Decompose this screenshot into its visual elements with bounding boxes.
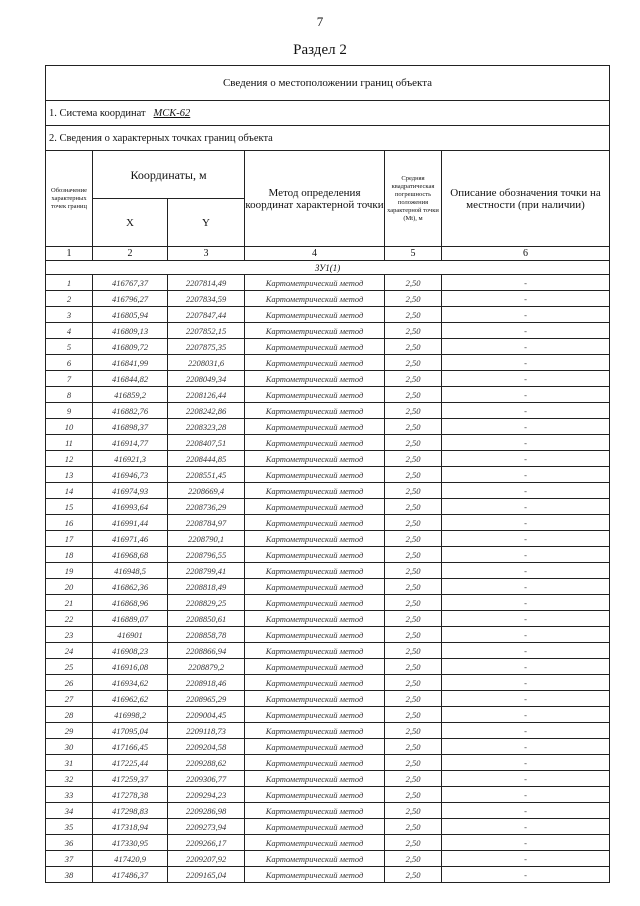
group-label: ЗУ1(1): [46, 261, 610, 275]
coord-x-cell: 416946,73: [93, 467, 168, 483]
method-cell: Картометрический метод: [245, 547, 385, 563]
coord-y-cell: 2209294,23: [168, 787, 245, 803]
coordinate-system-value: МСК-62: [153, 107, 191, 119]
accuracy-cell: 2,50: [385, 707, 442, 723]
coord-x-cell: 416914,77: [93, 435, 168, 451]
table-row: [46, 275, 610, 291]
method-cell: Картометрический метод: [245, 371, 385, 387]
header-accuracy: Средняя квадратическая погрешность положения характерной точки (Mt), м: [385, 151, 442, 247]
point-number-cell: 5: [46, 339, 93, 355]
page-number: 7: [316, 14, 324, 29]
coord-y-cell: 2208965,29: [168, 691, 245, 707]
table-row: [46, 755, 610, 771]
coord-y-cell: 2208829,25: [168, 595, 245, 611]
header-y: Y: [168, 199, 245, 247]
point-number-cell: 15: [46, 499, 93, 515]
description-cell: -: [442, 339, 610, 355]
coordinate-system-row: [46, 101, 610, 126]
accuracy-cell: 2,50: [385, 867, 442, 883]
description-cell: -: [442, 307, 610, 323]
description-cell: -: [442, 739, 610, 755]
table-row: [46, 835, 610, 851]
point-number-cell: 14: [46, 483, 93, 499]
coord-x-cell: 416998,2: [93, 707, 168, 723]
method-cell: Картометрический метод: [245, 419, 385, 435]
coord-y-cell: 2208031,6: [168, 355, 245, 371]
table-row: [46, 291, 610, 307]
accuracy-cell: 2,50: [385, 435, 442, 451]
accuracy-cell: 2,50: [385, 515, 442, 531]
description-cell: -: [442, 387, 610, 403]
coord-y-cell: 2209004,45: [168, 707, 245, 723]
point-number-cell: 26: [46, 675, 93, 691]
description-cell: -: [442, 707, 610, 723]
description-cell: -: [442, 275, 610, 291]
description-cell: -: [442, 675, 610, 691]
description-cell: -: [442, 435, 610, 451]
method-cell: Картометрический метод: [245, 531, 385, 547]
method-cell: Картометрический метод: [245, 835, 385, 851]
accuracy-cell: 2,50: [385, 307, 442, 323]
coord-y-cell: 2207847,44: [168, 307, 245, 323]
coord-y-cell: 2209207,92: [168, 851, 245, 867]
column-number: 2: [93, 247, 168, 261]
accuracy-cell: 2,50: [385, 675, 442, 691]
table-row: [46, 659, 610, 675]
coord-x-cell: 416859,2: [93, 387, 168, 403]
method-cell: Картометрический метод: [245, 499, 385, 515]
coord-y-cell: 2208242,86: [168, 403, 245, 419]
coord-x-cell: 416993,64: [93, 499, 168, 515]
coord-x-cell: 416921,3: [93, 451, 168, 467]
description-cell: -: [442, 515, 610, 531]
accuracy-cell: 2,50: [385, 659, 442, 675]
accuracy-cell: 2,50: [385, 755, 442, 771]
method-cell: Картометрический метод: [245, 723, 385, 739]
accuracy-cell: 2,50: [385, 723, 442, 739]
accuracy-cell: 2,50: [385, 643, 442, 659]
accuracy-cell: 2,50: [385, 339, 442, 355]
coord-y-cell: 2208444,85: [168, 451, 245, 467]
coord-x-cell: 416889,07: [93, 611, 168, 627]
description-cell: -: [442, 531, 610, 547]
point-number-cell: 20: [46, 579, 93, 595]
coord-x-cell: 416809,72: [93, 339, 168, 355]
point-number-cell: 18: [46, 547, 93, 563]
table-row: [46, 723, 610, 739]
description-cell: -: [442, 355, 610, 371]
coord-x-cell: 416901: [93, 627, 168, 643]
table-title: Сведения о местоположении границ объекта: [46, 66, 610, 101]
description-cell: -: [442, 659, 610, 675]
point-number-cell: 25: [46, 659, 93, 675]
coord-y-cell: 2208879,2: [168, 659, 245, 675]
accuracy-cell: 2,50: [385, 275, 442, 291]
point-number-cell: 7: [46, 371, 93, 387]
coord-y-cell: 2207852,15: [168, 323, 245, 339]
method-cell: Картометрический метод: [245, 803, 385, 819]
column-number: 3: [168, 247, 245, 261]
method-cell: Картометрический метод: [245, 595, 385, 611]
coord-x-cell: 416962,62: [93, 691, 168, 707]
method-cell: Картометрический метод: [245, 867, 385, 883]
method-cell: Картометрический метод: [245, 707, 385, 723]
description-cell: -: [442, 451, 610, 467]
description-cell: -: [442, 563, 610, 579]
accuracy-cell: 2,50: [385, 851, 442, 867]
coord-y-cell: 2208323,28: [168, 419, 245, 435]
coord-x-cell: 416971,46: [93, 531, 168, 547]
coord-x-cell: 416948,5: [93, 563, 168, 579]
description-cell: -: [442, 403, 610, 419]
coord-y-cell: 2208736,29: [168, 499, 245, 515]
table-row: [46, 483, 610, 499]
coord-x-cell: 417486,37: [93, 867, 168, 883]
description-cell: -: [442, 627, 610, 643]
description-cell: -: [442, 579, 610, 595]
table-row: [46, 451, 610, 467]
accuracy-cell: 2,50: [385, 611, 442, 627]
table-row: [46, 691, 610, 707]
accuracy-cell: 2,50: [385, 595, 442, 611]
coord-x-cell: 417278,38: [93, 787, 168, 803]
method-cell: Картометрический метод: [245, 451, 385, 467]
table-row: [46, 339, 610, 355]
point-number-cell: 16: [46, 515, 93, 531]
method-cell: Картометрический метод: [245, 643, 385, 659]
point-number-cell: 17: [46, 531, 93, 547]
table-row: [46, 499, 610, 515]
method-cell: Картометрический метод: [245, 579, 385, 595]
header-x: X: [93, 199, 168, 247]
table-row: [46, 355, 610, 371]
coord-y-cell: 2209165,04: [168, 867, 245, 883]
method-cell: Картометрический метод: [245, 563, 385, 579]
table-row: [46, 675, 610, 691]
table-row: [46, 387, 610, 403]
column-number: 1: [46, 247, 93, 261]
coord-x-cell: 416974,93: [93, 483, 168, 499]
point-number-cell: 21: [46, 595, 93, 611]
description-cell: -: [442, 643, 610, 659]
description-cell: -: [442, 691, 610, 707]
table-row: [46, 419, 610, 435]
column-number: 4: [245, 247, 385, 261]
coord-x-cell: 416968,68: [93, 547, 168, 563]
coord-y-cell: 2208407,51: [168, 435, 245, 451]
method-cell: Картометрический метод: [245, 275, 385, 291]
coord-x-cell: 416809,13: [93, 323, 168, 339]
header-method: Метод определения координат характерной точки: [245, 151, 385, 247]
description-cell: -: [442, 595, 610, 611]
accuracy-cell: 2,50: [385, 563, 442, 579]
table-row: [46, 819, 610, 835]
description-cell: -: [442, 819, 610, 835]
description-cell: -: [442, 723, 610, 739]
coord-y-cell: 2208049,34: [168, 371, 245, 387]
point-number-cell: 6: [46, 355, 93, 371]
table-row: [46, 595, 610, 611]
description-cell: -: [442, 467, 610, 483]
coord-x-cell: 417318,94: [93, 819, 168, 835]
accuracy-cell: 2,50: [385, 483, 442, 499]
coord-x-cell: 417298,83: [93, 803, 168, 819]
accuracy-cell: 2,50: [385, 531, 442, 547]
table-row: [46, 515, 610, 531]
point-number-cell: 11: [46, 435, 93, 451]
point-number-cell: 30: [46, 739, 93, 755]
coord-y-cell: 2208850,61: [168, 611, 245, 627]
method-cell: Картометрический метод: [245, 467, 385, 483]
method-cell: Картометрический метод: [245, 403, 385, 419]
point-number-cell: 29: [46, 723, 93, 739]
table-row: [46, 787, 610, 803]
point-number-cell: 9: [46, 403, 93, 419]
accuracy-cell: 2,50: [385, 371, 442, 387]
coord-x-cell: 416844,82: [93, 371, 168, 387]
point-number-cell: 10: [46, 419, 93, 435]
header-point-name: Обозначение характерных точек границ: [46, 151, 93, 247]
description-cell: -: [442, 787, 610, 803]
points-title: 2. Сведения о характерных точках границ объекта: [46, 126, 610, 151]
method-cell: Картометрический метод: [245, 739, 385, 755]
table-row: [46, 547, 610, 563]
description-cell: -: [442, 547, 610, 563]
coord-x-cell: 416934,62: [93, 675, 168, 691]
table-row: [46, 371, 610, 387]
point-number-cell: 35: [46, 819, 93, 835]
method-cell: Картометрический метод: [245, 307, 385, 323]
accuracy-cell: 2,50: [385, 739, 442, 755]
point-number-cell: 32: [46, 771, 93, 787]
table-row: [46, 579, 610, 595]
description-cell: -: [442, 835, 610, 851]
accuracy-cell: 2,50: [385, 387, 442, 403]
coord-y-cell: 2208818,49: [168, 579, 245, 595]
accuracy-cell: 2,50: [385, 771, 442, 787]
method-cell: Картометрический метод: [245, 755, 385, 771]
table-row: [46, 403, 610, 419]
coord-y-cell: 2208790,1: [168, 531, 245, 547]
description-cell: -: [442, 771, 610, 787]
description-cell: -: [442, 803, 610, 819]
coord-y-cell: 2208799,41: [168, 563, 245, 579]
coord-y-cell: 2207814,49: [168, 275, 245, 291]
method-cell: Картометрический метод: [245, 659, 385, 675]
accuracy-cell: 2,50: [385, 355, 442, 371]
coord-y-cell: 2207834,59: [168, 291, 245, 307]
method-cell: Картометрический метод: [245, 611, 385, 627]
point-number-cell: 1: [46, 275, 93, 291]
description-cell: -: [442, 867, 610, 883]
table-row: [46, 739, 610, 755]
coord-y-cell: 2209266,17: [168, 835, 245, 851]
header-coordinates: Координаты, м: [93, 151, 245, 199]
method-cell: Картометрический метод: [245, 387, 385, 403]
section-title: Раздел 2: [293, 42, 347, 58]
method-cell: Картометрический метод: [245, 627, 385, 643]
description-cell: -: [442, 755, 610, 771]
description-cell: -: [442, 851, 610, 867]
point-number-cell: 22: [46, 611, 93, 627]
description-cell: -: [442, 611, 610, 627]
point-number-cell: 19: [46, 563, 93, 579]
coord-x-cell: 417166,45: [93, 739, 168, 755]
accuracy-cell: 2,50: [385, 691, 442, 707]
boundary-table: [45, 65, 610, 883]
table-row: [46, 771, 610, 787]
coord-x-cell: 416916,08: [93, 659, 168, 675]
coordinate-system-label: 1. Система координат: [49, 107, 146, 119]
accuracy-cell: 2,50: [385, 835, 442, 851]
point-number-cell: 24: [46, 643, 93, 659]
table-row: [46, 307, 610, 323]
coord-y-cell: 2208858,78: [168, 627, 245, 643]
accuracy-cell: 2,50: [385, 787, 442, 803]
accuracy-cell: 2,50: [385, 291, 442, 307]
accuracy-cell: 2,50: [385, 803, 442, 819]
coord-y-cell: 2208669,4: [168, 483, 245, 499]
coord-y-cell: 2208866,94: [168, 643, 245, 659]
description-cell: -: [442, 419, 610, 435]
coord-y-cell: 2207875,35: [168, 339, 245, 355]
coord-x-cell: 417095,04: [93, 723, 168, 739]
description-cell: -: [442, 323, 610, 339]
table-row: [46, 563, 610, 579]
table-row: [46, 467, 610, 483]
coord-x-cell: 416805,94: [93, 307, 168, 323]
coord-y-cell: 2209306,77: [168, 771, 245, 787]
coord-x-cell: 416882,76: [93, 403, 168, 419]
coord-y-cell: 2209204,58: [168, 739, 245, 755]
table-row: [46, 867, 610, 883]
coord-x-cell: 416991,44: [93, 515, 168, 531]
coord-x-cell: 416841,99: [93, 355, 168, 371]
method-cell: Картометрический метод: [245, 515, 385, 531]
accuracy-cell: 2,50: [385, 419, 442, 435]
method-cell: Картометрический метод: [245, 771, 385, 787]
coord-y-cell: 2209273,94: [168, 819, 245, 835]
accuracy-cell: 2,50: [385, 451, 442, 467]
method-cell: Картометрический метод: [245, 483, 385, 499]
coord-y-cell: 2208126,44: [168, 387, 245, 403]
accuracy-cell: 2,50: [385, 467, 442, 483]
coord-x-cell: 416868,96: [93, 595, 168, 611]
description-cell: -: [442, 499, 610, 515]
method-cell: Картометрический метод: [245, 339, 385, 355]
coord-x-cell: 416767,37: [93, 275, 168, 291]
coord-x-cell: 416908,23: [93, 643, 168, 659]
method-cell: Картометрический метод: [245, 819, 385, 835]
description-cell: -: [442, 483, 610, 499]
table-row: [46, 803, 610, 819]
header-description: Описание обозначения точки на местности (при наличии): [442, 151, 610, 247]
coord-x-cell: 417259,37: [93, 771, 168, 787]
point-number-cell: 38: [46, 867, 93, 883]
table-row: [46, 643, 610, 659]
coord-y-cell: 2209118,73: [168, 723, 245, 739]
point-number-cell: 8: [46, 387, 93, 403]
coord-y-cell: 2208796,55: [168, 547, 245, 563]
column-number: 6: [442, 247, 610, 261]
description-cell: -: [442, 291, 610, 307]
method-cell: Картометрический метод: [245, 291, 385, 307]
point-number-cell: 13: [46, 467, 93, 483]
coord-y-cell: 2209286,98: [168, 803, 245, 819]
method-cell: Картометрический метод: [245, 851, 385, 867]
accuracy-cell: 2,50: [385, 627, 442, 643]
method-cell: Картометрический метод: [245, 787, 385, 803]
point-number-cell: 4: [46, 323, 93, 339]
coord-x-cell: 416898,37: [93, 419, 168, 435]
accuracy-cell: 2,50: [385, 547, 442, 563]
table-row: [46, 435, 610, 451]
coord-x-cell: 416796,27: [93, 291, 168, 307]
coord-y-cell: 2209288,62: [168, 755, 245, 771]
coord-x-cell: 417330,95: [93, 835, 168, 851]
point-number-cell: 23: [46, 627, 93, 643]
accuracy-cell: 2,50: [385, 403, 442, 419]
method-cell: Картометрический метод: [245, 323, 385, 339]
method-cell: Картометрический метод: [245, 355, 385, 371]
point-number-cell: 27: [46, 691, 93, 707]
table-row: [46, 851, 610, 867]
point-number-cell: 2: [46, 291, 93, 307]
table-row: [46, 611, 610, 627]
accuracy-cell: 2,50: [385, 579, 442, 595]
coord-y-cell: 2208918,46: [168, 675, 245, 691]
accuracy-cell: 2,50: [385, 499, 442, 515]
accuracy-cell: 2,50: [385, 323, 442, 339]
accuracy-cell: 2,50: [385, 819, 442, 835]
description-cell: -: [442, 371, 610, 387]
method-cell: Картометрический метод: [245, 435, 385, 451]
coord-x-cell: 417225,44: [93, 755, 168, 771]
point-number-cell: 31: [46, 755, 93, 771]
point-number-cell: 3: [46, 307, 93, 323]
point-number-cell: 34: [46, 803, 93, 819]
point-number-cell: 12: [46, 451, 93, 467]
point-number-cell: 37: [46, 851, 93, 867]
column-number: 5: [385, 247, 442, 261]
table-row: [46, 627, 610, 643]
method-cell: Картометрический метод: [245, 691, 385, 707]
table-row: [46, 707, 610, 723]
table-row: [46, 323, 610, 339]
point-number-cell: 36: [46, 835, 93, 851]
coord-y-cell: 2208784,97: [168, 515, 245, 531]
table-row: [46, 531, 610, 547]
coord-x-cell: 416862,36: [93, 579, 168, 595]
point-number-cell: 28: [46, 707, 93, 723]
coord-y-cell: 2208551,45: [168, 467, 245, 483]
point-number-cell: 33: [46, 787, 93, 803]
coord-x-cell: 417420,9: [93, 851, 168, 867]
method-cell: Картометрический метод: [245, 675, 385, 691]
